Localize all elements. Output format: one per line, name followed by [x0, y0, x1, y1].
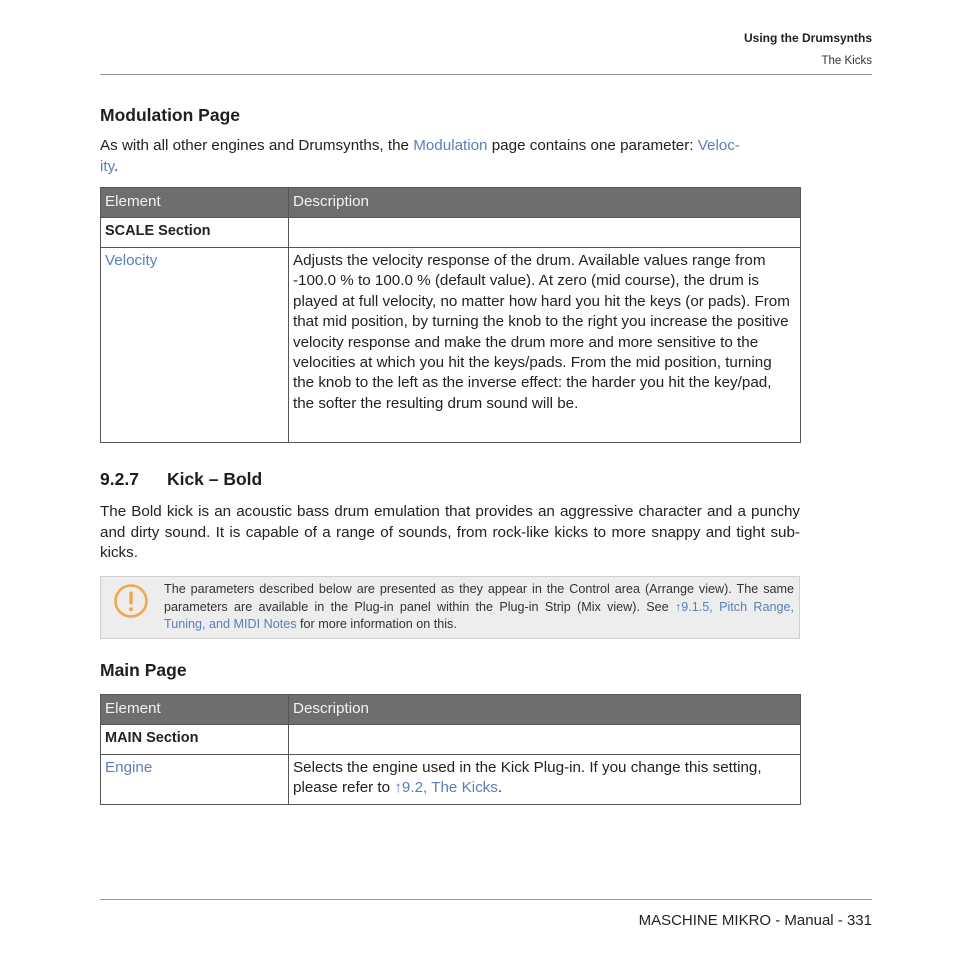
- table-section-row: [101, 725, 801, 755]
- note-box: [100, 576, 800, 639]
- note-text: [164, 581, 794, 634]
- section-title: Kick – Bold: [166, 469, 263, 489]
- running-header-title: Using the Drumsynths: [743, 31, 872, 45]
- column-header-description: Description: [289, 695, 801, 725]
- column-header-description: Description: [289, 188, 801, 218]
- kick-bold-description: The Bold kick is an acoustic bass drum emulation that provides an aggressive character and a punchy and dirty sound. It is capable of a range of sounds, from rock-like kicks to more snappy and tight sub-kicks.: [100, 503, 800, 562]
- modulation-parameter-table: [100, 187, 801, 443]
- velocity-link-part1[interactable]: Veloc-: [697, 137, 740, 154]
- element-name-engine[interactable]: Engine: [101, 755, 289, 805]
- intro-text: .: [114, 157, 119, 175]
- intro-text: page contains one parameter:: [487, 137, 698, 154]
- kick-bold-heading: [100, 469, 262, 490]
- table-section-row: [101, 218, 801, 248]
- running-header-subtitle: The Kicks: [821, 55, 872, 67]
- description-suffix: .: [497, 779, 503, 797]
- warning-exclamation-icon: [114, 584, 148, 618]
- table-row: [101, 755, 801, 805]
- note-cross-reference-link[interactable]: ↑9.1.5, Pitch Range, Tuning, and MIDI Notes: [164, 599, 794, 631]
- footer-rule: [100, 899, 872, 900]
- modulation-page-heading: Modulation Page: [100, 105, 240, 125]
- kicks-cross-reference-link[interactable]: ↑9.2, The Kicks: [394, 779, 498, 797]
- velocity-link-part2[interactable]: ity: [100, 157, 115, 175]
- table-row: [101, 248, 801, 443]
- section-number: 9.2.7: [100, 469, 139, 489]
- section-label: SCALE Section: [101, 218, 289, 248]
- table-header-row: [101, 188, 801, 218]
- section-label: MAIN Section: [101, 725, 289, 755]
- column-header-element: Element: [101, 188, 289, 218]
- page-footer: MASCHINE MIKRO - Manual - 331: [638, 912, 872, 929]
- note-suffix: for more information on this.: [296, 617, 457, 631]
- header-rule: [100, 74, 872, 75]
- table-header-row: [101, 695, 801, 725]
- modulation-intro: [100, 136, 800, 177]
- modulation-link[interactable]: Modulation: [413, 137, 488, 154]
- note-body: The parameters described below are presented as they appear in the Control area (Arrange view). The same parameters are available in the Plug-in panel within the Plug-in Strip (Mix view). See: [164, 582, 794, 614]
- empty-cell: [289, 725, 801, 755]
- intro-text: As with all other engines and Drumsynths, the: [100, 137, 414, 154]
- description-text: Selects the engine used in the Kick Plug-in. If you change this setting, please refer to: [293, 759, 762, 797]
- main-parameter-table: [100, 694, 801, 805]
- empty-cell: [289, 218, 801, 248]
- element-description: Adjusts the velocity response of the drum. Available values range from -100.0 % to 100.0 % (default value). At zero (mid course), the drum is played at full velocity, no matter how hard you hit the keys (or pads). From that mid position, by turning the knob to the right you increase the positive velocity response and make the drum more and more sensitive to the velocities at which you hit the keys/pads. From the mid position, turning the knob to the left as the inverse effect: the harder you hit the key/pad, the softer the resulting drum sound will be.: [289, 248, 801, 443]
- element-name-velocity[interactable]: Velocity: [101, 248, 289, 443]
- element-description: [289, 755, 801, 805]
- main-page-heading: Main Page: [100, 660, 187, 680]
- column-header-element: Element: [101, 695, 289, 725]
